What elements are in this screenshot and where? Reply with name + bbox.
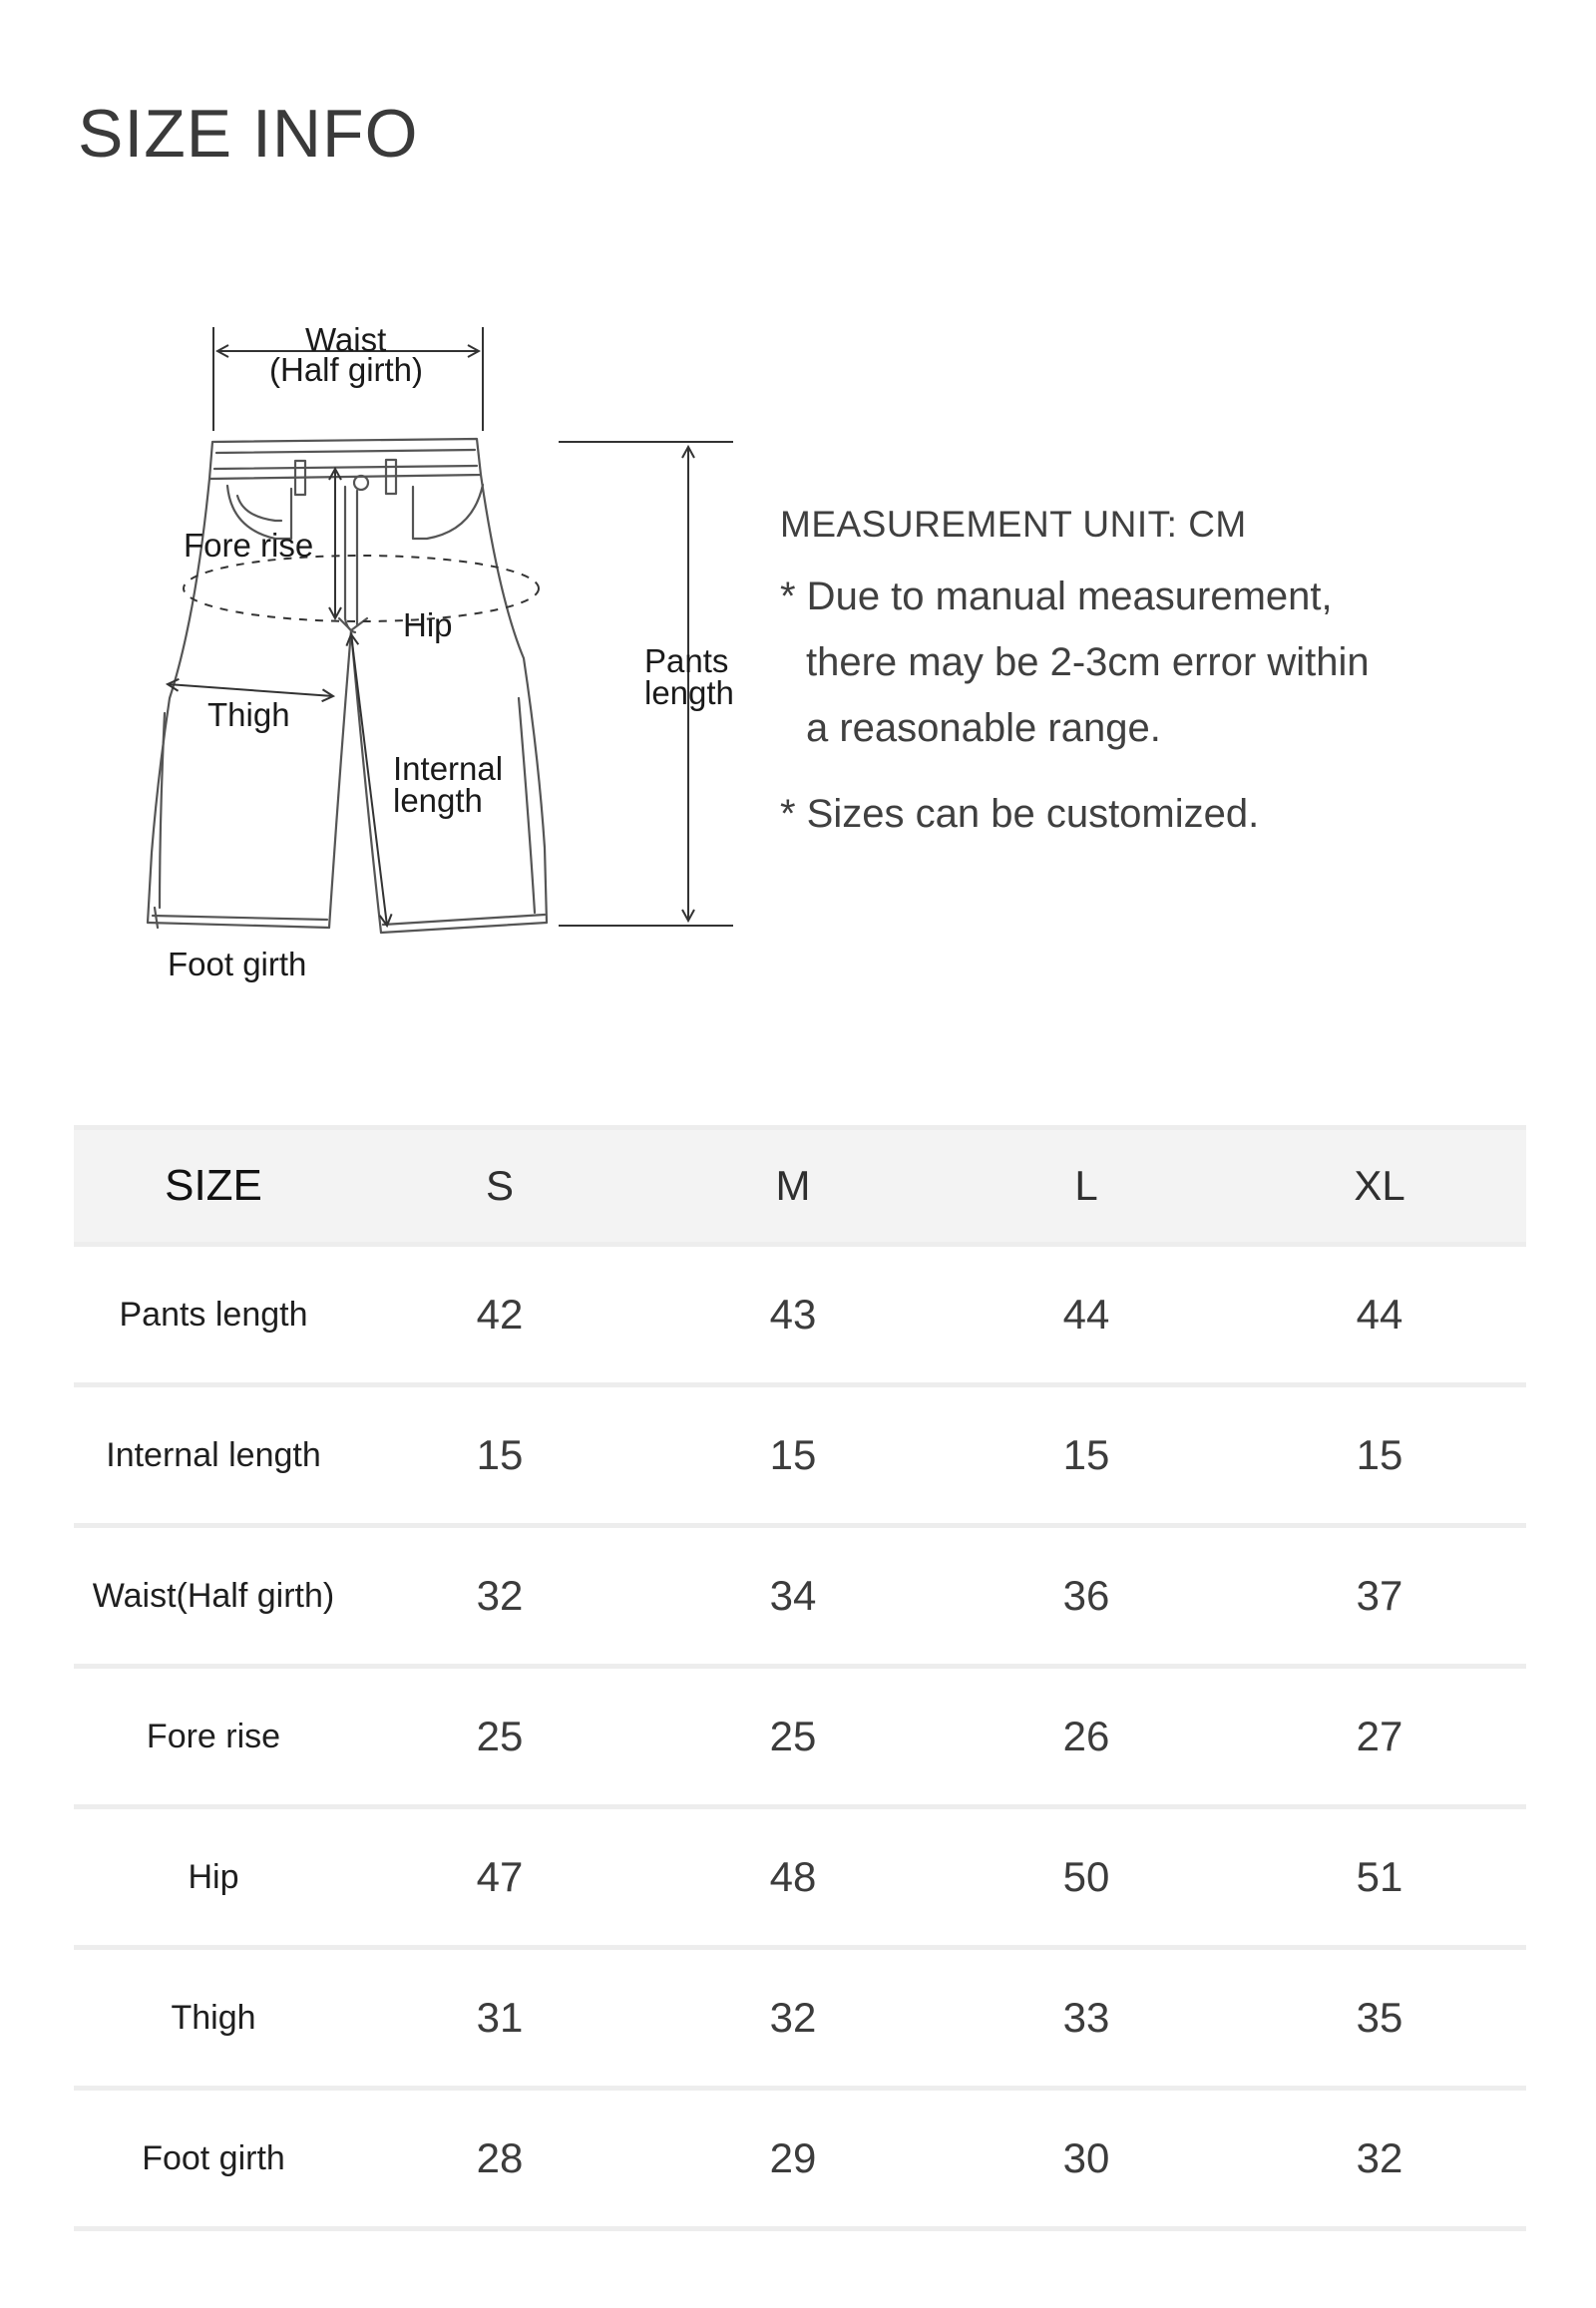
foot-girth-label: Foot girth — [168, 946, 307, 982]
row-label: Internal length — [74, 1387, 353, 1523]
table-cell: 34 — [646, 1528, 940, 1664]
pants-label: Pants — [644, 642, 729, 679]
internal-label: Internal — [393, 750, 504, 787]
table-cell: 51 — [1233, 1809, 1526, 1945]
header-size: SIZE — [74, 1130, 353, 1242]
table-cell: 27 — [1233, 1669, 1526, 1804]
table-cell: 28 — [353, 2091, 646, 2226]
table-cell: 15 — [1233, 1387, 1526, 1523]
table-cell: 30 — [940, 2091, 1233, 2226]
size-table — [74, 1125, 1526, 2231]
table-row — [74, 1528, 1526, 1664]
thigh-label: Thigh — [207, 696, 290, 733]
table-cell: 33 — [940, 1950, 1233, 2086]
pants-length-label: length — [644, 674, 734, 711]
header-xl: XL — [1233, 1130, 1526, 1242]
table-cell: 48 — [646, 1809, 940, 1945]
shorts-outline-illustration — [0, 0, 798, 1047]
measurement-unit: MEASUREMENT UNIT: CM — [780, 504, 1247, 545]
table-row — [74, 1387, 1526, 1523]
table-cell: 35 — [1233, 1950, 1526, 2086]
hip-label: Hip — [403, 606, 453, 643]
table-cell: 43 — [646, 1247, 940, 1382]
header-m: M — [646, 1130, 940, 1242]
table-header-row — [74, 1130, 1526, 1242]
table-cell: 25 — [646, 1669, 940, 1804]
table-cell: 44 — [1233, 1247, 1526, 1382]
table-cell: 31 — [353, 1950, 646, 2086]
fore-rise-label: Fore rise — [184, 527, 314, 564]
waist-half-girth-label: (Half girth) — [269, 351, 424, 388]
internal-length-label: length — [393, 782, 483, 819]
table-row — [74, 1809, 1526, 1945]
table-cell: 15 — [646, 1387, 940, 1523]
table-cell: 15 — [353, 1387, 646, 1523]
table-row — [74, 2091, 1526, 2226]
error-range-note: there may be 2-3cm error within — [806, 640, 1370, 684]
waist-label: Waist — [305, 321, 387, 358]
measurement-info — [780, 504, 1498, 847]
table-cell: 25 — [353, 1669, 646, 1804]
table-cell: 32 — [353, 1528, 646, 1664]
row-label: Hip — [74, 1809, 353, 1945]
customization-note: * Sizes can be customized. — [780, 792, 1260, 836]
table-row — [74, 1950, 1526, 2086]
table-row — [74, 1669, 1526, 1804]
row-label: Fore rise — [74, 1669, 353, 1804]
row-label: Pants length — [74, 1247, 353, 1382]
table-cell: 26 — [940, 1669, 1233, 1804]
header-s: S — [353, 1130, 646, 1242]
table-cell: 36 — [940, 1528, 1233, 1664]
table-cell: 47 — [353, 1809, 646, 1945]
page-title: SIZE INFO — [78, 96, 419, 172]
table-cell: 50 — [940, 1809, 1233, 1945]
table-cell: 29 — [646, 2091, 940, 2226]
shorts-measurement-diagram — [0, 0, 798, 1047]
table-cell: 44 — [940, 1247, 1233, 1382]
header-l: L — [940, 1130, 1233, 1242]
table-cell: 15 — [940, 1387, 1233, 1523]
table-cell: 37 — [1233, 1528, 1526, 1664]
reasonable-range-note: a reasonable range. — [806, 706, 1161, 750]
table-cell: 32 — [1233, 2091, 1526, 2226]
row-label: Foot girth — [74, 2091, 353, 2226]
manual-measurement-note: * Due to manual measurement, — [780, 575, 1333, 618]
row-label: Waist(Half girth) — [74, 1528, 353, 1664]
row-label: Thigh — [74, 1950, 353, 2086]
table-row — [74, 1247, 1526, 1382]
table-cell: 42 — [353, 1247, 646, 1382]
table-cell: 32 — [646, 1950, 940, 2086]
